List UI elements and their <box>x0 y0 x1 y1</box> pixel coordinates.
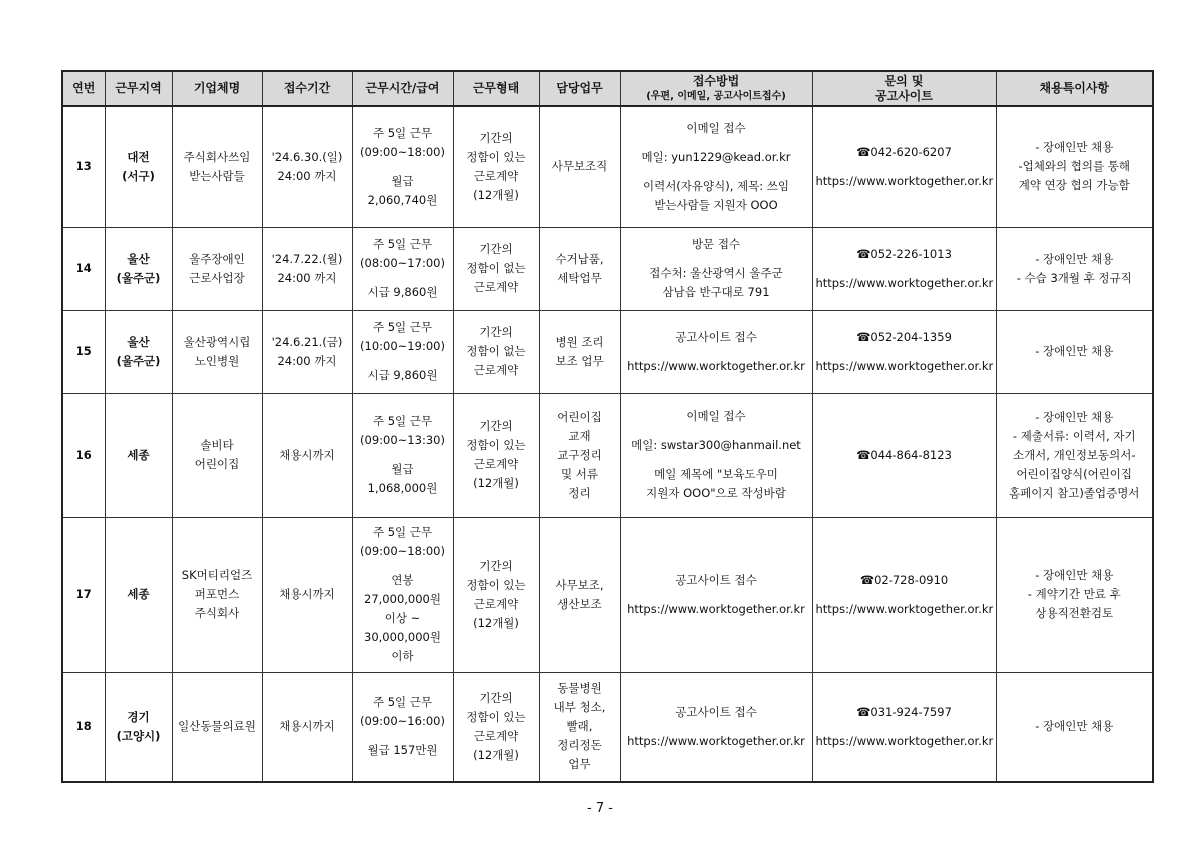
note-line: - 수습 3개월 후 정규직 <box>1016 270 1132 285</box>
phone-number: ☎02-728-0910 <box>859 572 949 587</box>
region-line: 경기 <box>127 709 150 724</box>
contact-cell <box>812 393 996 517</box>
duty-cell <box>539 106 620 227</box>
header-row <box>62 71 1153 106</box>
spacer <box>624 138 809 148</box>
contact-cell <box>812 106 996 227</box>
company-line: 울주장애인 <box>189 251 245 266</box>
table-row <box>62 393 1153 517</box>
site-link[interactable]: https://www.worktogether.or.kr <box>815 358 994 373</box>
duty-line: 정리정돈 <box>557 738 602 753</box>
company-cell <box>172 517 262 672</box>
table-row <box>62 672 1153 782</box>
notes-cell <box>996 393 1153 517</box>
pay-line: 이상 ~ <box>384 611 421 625</box>
type-line: 기간의 <box>479 130 513 145</box>
period-line: 24:00 까지 <box>277 270 337 285</box>
hours-pay-cell <box>352 672 453 782</box>
note-line: 소개서, 개인정보동의서- <box>1012 447 1136 462</box>
spacer <box>816 722 993 732</box>
company-line: 주식회사쓰임 <box>183 149 251 164</box>
method-title: 방문 접수 <box>691 237 741 251</box>
hours-line: 주 5일 근무 <box>372 320 433 334</box>
note-line: 어린이집양식(어린이집 <box>1016 466 1133 481</box>
header-no: 연번 <box>62 71 105 106</box>
method-detail-line: 메일 제목에 "보육도우미 <box>654 467 778 481</box>
header-contact-line1: 문의 및 <box>884 73 924 88</box>
header-method-title: 접수방법 <box>692 73 740 88</box>
type-line: 정함이 있는 <box>466 709 526 724</box>
duty-line: 빨래, <box>566 719 593 734</box>
type-line: (12개월) <box>473 747 519 762</box>
method-detail-line: 지원자 OOO"으로 작성바람 <box>646 486 786 500</box>
method-detail-line: 받는사람들 지원자 OOO <box>654 197 778 212</box>
method-cell <box>620 310 812 393</box>
contact-cell <box>812 517 996 672</box>
region-cell <box>105 106 172 227</box>
note-line: - 장애인만 채용 <box>1035 140 1114 155</box>
type-line: 정함이 없는 <box>466 261 526 275</box>
hours-line: 주 5일 근무 <box>372 525 433 539</box>
type-line: 근로계약 <box>473 168 519 183</box>
job-posting-table <box>61 70 1154 783</box>
spacer <box>624 167 809 177</box>
region-cell <box>105 517 172 672</box>
row-number: 16 <box>62 393 105 517</box>
type-line: (12개월) <box>473 187 519 202</box>
type-line: 기간의 <box>479 558 513 573</box>
header-duty: 담당업무 <box>539 71 620 106</box>
note-line: 계약 연장 협의 가능함 <box>1018 178 1130 193</box>
region-line: 세종 <box>127 587 150 601</box>
period-cell <box>262 310 352 393</box>
header-contact <box>812 71 996 106</box>
row-number: 13 <box>62 106 105 227</box>
method-cell <box>620 672 812 782</box>
header-period: 접수기간 <box>262 71 352 106</box>
company-cell <box>172 672 262 782</box>
period-line: 채용시까지 <box>279 719 335 734</box>
duty-line: 보조 업무 <box>555 353 604 368</box>
hours-line: (10:00~19:00) <box>360 339 445 353</box>
region-line: (울주군) <box>116 353 161 368</box>
period-line: '24.7.22.(월) <box>271 251 343 266</box>
table-row <box>62 227 1153 310</box>
spacer <box>816 264 993 274</box>
header-method-sub: (우편, 이메일, 공고사이트접수) <box>646 90 786 102</box>
spacer <box>356 356 450 366</box>
method-detail-line: 삼남읍 반구대로 791 <box>662 285 770 299</box>
company-line: 솔비타 <box>200 438 234 452</box>
table-row <box>62 310 1153 393</box>
row-number: 14 <box>62 227 105 310</box>
type-line: 근로계약 <box>473 457 519 471</box>
note-line: - 장애인만 채용 <box>1035 251 1114 266</box>
type-cell <box>453 227 539 310</box>
type-line: 정함이 없는 <box>466 344 526 358</box>
phone-number: ☎044-864-8123 <box>856 447 952 462</box>
site-link[interactable]: https://www.worktogether.or.kr <box>815 173 994 188</box>
header-type: 근무형태 <box>453 71 539 106</box>
hours-pay-cell <box>352 393 453 517</box>
method-cell <box>620 517 812 672</box>
hours-line: (09:00~18:00) <box>360 544 445 558</box>
pay-line: 월급 <box>391 462 414 476</box>
company-line: 근로사업장 <box>189 270 245 285</box>
duty-cell <box>539 393 620 517</box>
period-cell <box>262 106 352 227</box>
spacer <box>624 590 809 600</box>
region-cell <box>105 310 172 393</box>
region-line: (고양시) <box>116 728 161 743</box>
spacer <box>816 347 993 357</box>
duty-line: 교구정리 <box>557 447 602 462</box>
type-line: 근로계약 <box>473 728 519 743</box>
spacer <box>624 426 809 436</box>
method-detail-line: https://www.worktogether.or.kr <box>627 601 805 616</box>
spacer <box>356 162 450 172</box>
duty-line: 교재 <box>568 428 591 443</box>
type-line: 정함이 있는 <box>466 149 526 164</box>
type-line: (12개월) <box>473 615 519 630</box>
period-line: 채용시까지 <box>279 587 335 601</box>
spacer <box>624 347 809 357</box>
company-cell <box>172 310 262 393</box>
period-cell <box>262 672 352 782</box>
duty-line: 정리 <box>568 485 591 500</box>
region-line: 울산 <box>127 251 150 266</box>
method-cell <box>620 393 812 517</box>
spacer <box>356 561 450 571</box>
duty-cell <box>539 517 620 672</box>
region-line: 대전 <box>127 149 150 164</box>
duty-line: 사무보조, <box>555 577 604 592</box>
period-line: 24:00 까지 <box>277 353 337 368</box>
pay-line: 시급 9,860원 <box>367 285 438 299</box>
duty-line: 내부 청소, <box>553 700 606 715</box>
region-cell <box>105 393 172 517</box>
site-link[interactable]: https://www.worktogether.or.kr <box>815 275 994 290</box>
duty-line: 생산보조 <box>557 596 602 611</box>
hours-line: (08:00~17:00) <box>360 256 445 270</box>
method-detail-line: https://www.worktogether.or.kr <box>627 358 805 373</box>
row-number: 18 <box>62 672 105 782</box>
note-line: - 장애인만 채용 <box>1035 409 1114 424</box>
type-cell <box>453 672 539 782</box>
duty-cell <box>539 310 620 393</box>
note-line: - 장애인만 채용 <box>1035 568 1114 582</box>
region-line: (서구) <box>122 168 155 183</box>
period-line: '24.6.30.(일) <box>271 149 343 164</box>
hours-pay-cell <box>352 310 453 393</box>
header-notes: 채용특이사항 <box>996 71 1153 106</box>
method-title: 공고사이트 접수 <box>675 329 757 344</box>
page-number: - 7 - <box>587 801 613 816</box>
phone-number: ☎031-924-7597 <box>856 704 952 719</box>
hours-line: (09:00~18:00) <box>360 144 445 159</box>
row-number: 17 <box>62 517 105 672</box>
type-cell <box>453 393 539 517</box>
duty-line: 동물병원 <box>557 681 602 696</box>
contact-cell <box>812 672 996 782</box>
note-line: - 장애인만 채용 <box>1035 344 1114 358</box>
duty-line: 병원 조리 <box>555 334 604 349</box>
pay-line: 시급 9,860원 <box>367 368 438 382</box>
note-line: - 제출서류: 이력서, 자기 <box>1012 428 1136 443</box>
phone-number: ☎052-204-1359 <box>856 329 952 344</box>
contact-cell <box>812 227 996 310</box>
type-cell <box>453 517 539 672</box>
spacer <box>356 731 450 741</box>
company-cell <box>172 393 262 517</box>
method-title: 이메일 접수 <box>686 409 746 423</box>
company-line: 울산광역시립 <box>183 334 251 349</box>
header-hours-pay: 근무시간/급여 <box>352 71 453 106</box>
hours-line: (09:00~16:00) <box>360 714 445 729</box>
company-line: 퍼포먼스 <box>194 587 240 601</box>
duty-line: 사무보조직 <box>551 159 608 174</box>
duty-line: 어린이집 <box>557 409 602 424</box>
duty-cell <box>539 672 620 782</box>
phone-number: ☎052-226-1013 <box>856 246 952 261</box>
hours-line: (09:00~13:30) <box>360 433 445 447</box>
type-line: 기간의 <box>479 242 513 256</box>
note-line: 홈페이지 참고)졸업증명서 <box>1009 485 1140 500</box>
type-cell <box>453 106 539 227</box>
hours-line: 주 5일 근무 <box>372 414 433 428</box>
method-title: 공고사이트 접수 <box>675 704 757 719</box>
notes-cell <box>996 517 1153 672</box>
spacer <box>356 450 450 460</box>
hours-line: 주 5일 근무 <box>372 237 433 251</box>
table-row <box>62 517 1153 672</box>
pay-line: 1,068,000원 <box>367 481 438 495</box>
company-line: 노인병원 <box>194 353 240 368</box>
duty-line: 수거납품, <box>555 251 604 266</box>
type-cell <box>453 310 539 393</box>
pay-line: 2,060,740원 <box>367 192 438 207</box>
note-line: - 계약기간 만료 후 <box>1027 587 1121 601</box>
hours-line: 주 5일 근무 <box>372 695 433 710</box>
hours-pay-cell <box>352 227 453 310</box>
method-cell <box>620 227 812 310</box>
pay-line: 이하 <box>391 649 414 663</box>
type-line: 근로계약 <box>473 363 519 377</box>
method-email-line: 메일: yun1229@kead.or.kr <box>641 149 791 164</box>
hours-line: 주 5일 근무 <box>372 125 433 140</box>
method-detail-line: 이력서(자유양식), 제목: 쓰임 <box>642 178 789 193</box>
company-cell <box>172 106 262 227</box>
note-line: 상용직전환검토 <box>1035 606 1114 620</box>
company-line: 일산동물의료원 <box>178 719 256 734</box>
region-line: (울주군) <box>116 270 161 285</box>
duty-cell <box>539 227 620 310</box>
pay-line: 30,000,000원 <box>364 630 441 644</box>
spacer <box>624 254 809 264</box>
method-detail-line: https://www.worktogether.or.kr <box>627 733 805 748</box>
region-line: 울산 <box>127 334 150 349</box>
method-title: 공고사이트 접수 <box>675 572 757 587</box>
header-company: 기업체명 <box>172 71 262 106</box>
note-line: -업체와의 협의를 통해 <box>1018 159 1130 174</box>
period-line: '24.6.21.(금) <box>271 334 343 349</box>
table-row <box>62 106 1153 227</box>
company-cell <box>172 227 262 310</box>
type-line: 기간의 <box>479 690 513 705</box>
spacer <box>816 590 993 600</box>
pay-line: 월급 157만원 <box>367 743 438 758</box>
spacer <box>816 162 993 172</box>
header-contact-line2: 공고사이트 <box>875 88 933 103</box>
hours-pay-cell <box>352 517 453 672</box>
region-cell <box>105 227 172 310</box>
method-cell <box>620 106 812 227</box>
pay-line: 27,000,000원 <box>364 592 441 606</box>
table-body <box>62 106 1153 782</box>
notes-cell <box>996 106 1153 227</box>
header-region: 근무지역 <box>105 71 172 106</box>
region-cell <box>105 672 172 782</box>
notes-cell <box>996 672 1153 782</box>
company-line: 받는사람들 <box>189 168 245 183</box>
type-line: 근로계약 <box>473 280 519 294</box>
type-line: (12개월) <box>473 476 519 490</box>
pay-line: 월급 <box>391 173 414 188</box>
type-line: 정함이 있는 <box>466 577 526 592</box>
period-line: 24:00 까지 <box>277 168 337 183</box>
duty-line: 세탁업무 <box>557 270 602 285</box>
period-cell <box>262 393 352 517</box>
site-link[interactable]: https://www.worktogether.or.kr <box>815 601 994 616</box>
method-title: 이메일 접수 <box>686 120 746 135</box>
type-line: 근로계약 <box>473 596 519 611</box>
type-line: 기간의 <box>479 325 513 339</box>
period-cell <box>262 517 352 672</box>
period-line: 채용시까지 <box>279 447 335 462</box>
spacer <box>624 455 809 465</box>
region-line: 세종 <box>127 447 150 462</box>
row-number: 15 <box>62 310 105 393</box>
type-line: 기간의 <box>479 419 513 433</box>
spacer <box>356 273 450 283</box>
contact-cell <box>812 310 996 393</box>
site-link[interactable]: https://www.worktogether.or.kr <box>815 733 994 748</box>
notes-cell <box>996 227 1153 310</box>
method-detail-line: 접수처: 울산광역시 울주군 <box>649 266 783 280</box>
spacer <box>624 722 809 732</box>
pay-line: 연봉 <box>391 573 414 587</box>
notes-cell <box>996 310 1153 393</box>
hours-pay-cell <box>352 106 453 227</box>
company-line: SK머티리얼즈 <box>181 568 253 582</box>
phone-number: ☎042-620-6207 <box>856 144 952 159</box>
company-line: 주식회사 <box>194 606 240 620</box>
duty-line: 및 서류 <box>561 466 598 481</box>
header-method <box>620 71 812 106</box>
type-line: 정함이 있는 <box>466 438 526 452</box>
note-line: - 장애인만 채용 <box>1035 719 1114 734</box>
duty-line: 업무 <box>568 757 591 772</box>
period-cell <box>262 227 352 310</box>
company-line: 어린이집 <box>194 457 240 471</box>
method-email-line: 메일: swstar300@hanmail.net <box>631 438 801 452</box>
